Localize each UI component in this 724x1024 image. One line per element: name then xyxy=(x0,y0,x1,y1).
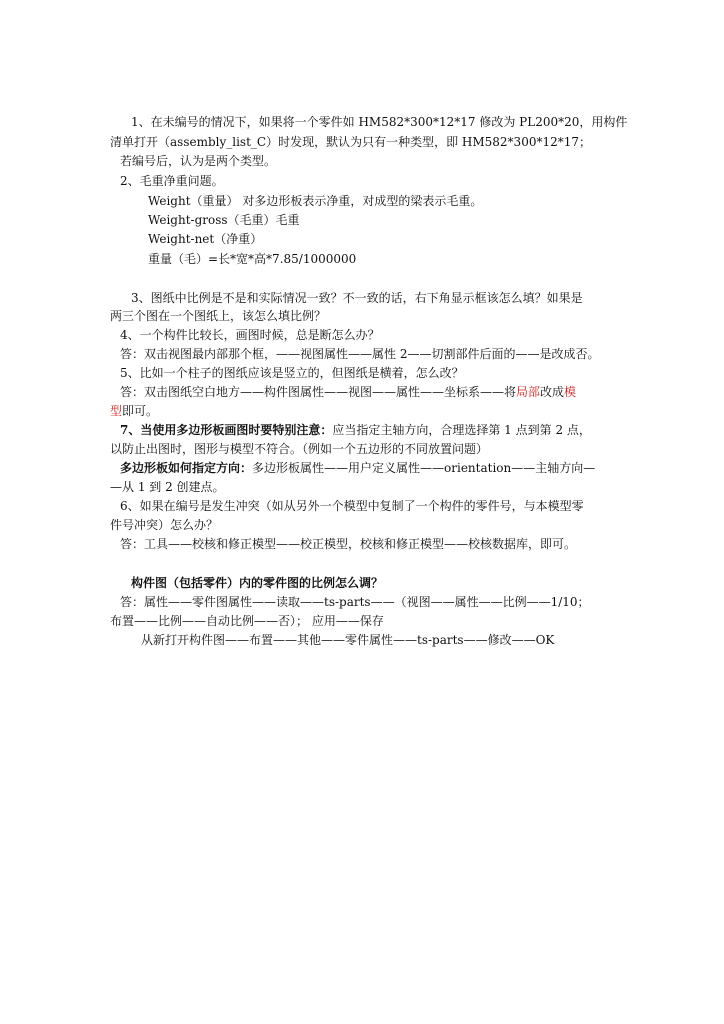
q7-line-2: 以防止出图时，图形与模型不符合。（例如一个五边形的不同放置问题） xyxy=(110,442,489,456)
q5-answer-text: 答：双击图纸空白地方——构件图属性——视图——属性——坐标系——将 xyxy=(120,385,517,399)
q7-line-1-rest: 应当指定主轴方向，合理选择第 1 点到第 2 点， xyxy=(332,423,591,437)
q2-heading: 2、毛重净重问题。 xyxy=(120,174,224,188)
q7-direction-rest: 多边形板属性——用户定义属性——orientation——主轴方向— xyxy=(252,461,596,475)
q8-line-3: 从新打开构件图——布置——其他——零件属性——ts-parts——修改——OK xyxy=(141,633,555,647)
q1-line-2: 清单打开（assembly_list_C）时发现，默认为只有一种类型，即 HM582*300*12*17； xyxy=(110,135,592,149)
q3-line-1: 3、图纸中比例是不是和实际情况一致？不一致的话，右下角显示框该怎么填？如果是 xyxy=(131,291,583,305)
q6-line-2: 件号冲突）怎么办？ xyxy=(110,518,219,532)
q2-weight-gross-line: Weight-gross（毛重）毛重 xyxy=(148,213,300,227)
q5-answer-end: 即可。 xyxy=(122,404,159,418)
q7-direction-line-1 xyxy=(120,458,595,478)
q5-answer-text-mid: 改成 xyxy=(540,385,565,399)
q2-weight-net-line: Weight-net（净重） xyxy=(148,232,263,246)
q4-question: 4、一个构件比较长，画图时候，总是断怎么办？ xyxy=(120,328,380,342)
q7-direction-line-2: —从 1 到 2 创建点。 xyxy=(110,480,225,494)
q2-formula-line: 重量（毛）=长*宽*高*7.85/1000000 xyxy=(148,252,357,266)
q4-answer: 答：双击视图最内部那个框，——视图属性——属性 2——切割部件后面的——是改成否。 xyxy=(120,347,600,361)
q7-direction-bold: 多边形板如何指定方向： xyxy=(120,461,253,475)
q8-line-2: 布置——比例——自动比例——否）； 应用——保存 xyxy=(110,614,384,628)
q5-highlight-local: 局部 xyxy=(516,385,541,399)
q7-line-1 xyxy=(120,420,591,440)
q6-answer: 答：工具——校核和修正模型——校正模型，校核和修正模型——校核数据库，即可。 xyxy=(120,537,577,551)
q6-line-1: 6、如果在编号是发生冲突（如从另外一个模型中复制了一个构件的零件号，与本模型零 xyxy=(120,499,584,513)
q5-highlight-model-end: 型 xyxy=(110,404,123,418)
q8-heading: 构件图（包括零件）内的零件图的比例怎么调？ xyxy=(131,576,384,590)
q8-line-1: 答：属性——零件图属性——读取——ts-parts——（视图——属性——比例——1/10； xyxy=(120,595,590,609)
q7-bold-heading: 7、当使用多边形板画图时要特别注意： xyxy=(120,423,333,437)
q3-line-2: 两三个图在一个图纸上，该怎么填比例？ xyxy=(110,309,327,323)
q5-question: 5、比如一个柱子的图纸应该是竖立的，但图纸是横着，怎么改？ xyxy=(120,366,464,380)
q5-answer-line-2 xyxy=(110,401,158,421)
q2-weight-line: Weight（重量） 对多边形板表示净重，对成型的梁表示毛重。 xyxy=(148,194,483,208)
q5-answer-line-1 xyxy=(120,382,576,402)
q1-line-1: 1、在未编号的情况下，如果将一个零件如 HM582*300*12*17 修改为 PL200*20，用构件 xyxy=(131,115,628,129)
q5-highlight-model: 模 xyxy=(564,385,577,399)
q1-line-3: 若编号后，认为是两个类型。 xyxy=(120,154,277,168)
